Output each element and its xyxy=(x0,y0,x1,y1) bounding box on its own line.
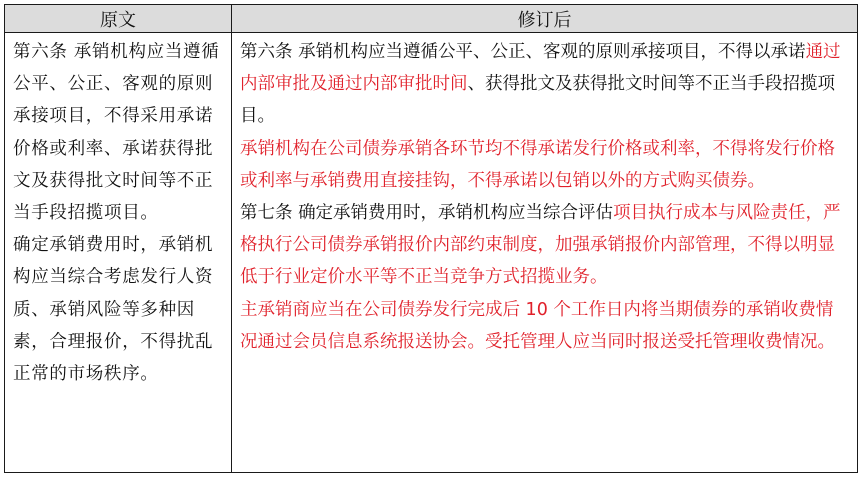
revised-article-6 xyxy=(240,36,849,133)
comparison-table xyxy=(4,4,858,473)
revised-article-7 xyxy=(240,197,849,294)
header-row xyxy=(5,5,858,33)
revised-article-6-insert: 通过内部审批及通过内部审批时间 xyxy=(240,42,841,95)
revised-new-paragraph-pricing: 承销机构在公司债券承销各环节均不得承诺发行价格或利率，不得将发行价格或利率与承销费用直接挂钩，不得承诺以包销以外的方式购买债券。 xyxy=(240,138,835,191)
original-fee-paragraph: 确定承销费用时，承销机构应当综合考虑发行人资质、承销风险等多种因素，合理报价，不得扰乱正常的市场秩序。 xyxy=(13,235,214,385)
original-article-6: 第六条 承销机构应当遵循公平、公正、客观的原则承接项目，不得采用承诺价格或利率、承诺获得批文及获得批文时间等不正当手段招揽项目。 xyxy=(13,42,220,224)
header-original: 原文 xyxy=(5,5,232,33)
revised-article-7-prefix: 第七条 确定承销费用时，承销机构应当综合评估 xyxy=(240,203,614,224)
header-revised: 修订后 xyxy=(232,5,858,33)
content-row xyxy=(5,33,858,473)
revised-cell xyxy=(232,33,858,473)
revised-new-paragraph-reporting: 主承销商应当在公司债券发行完成后 10 个工作日内将当期债券的承销收费情况通过会员信息系统报送协会。受托管理人应当同时报送受托管理收费情况。 xyxy=(240,299,835,352)
original-cell xyxy=(5,33,232,473)
revised-article-6-suffix: 、获得批文及获得批文时间等不正当手段招揽项目。 xyxy=(240,74,835,127)
revised-article-7-insert: 项目执行成本与风险责任，严格执行公司债券承销报价内部约束制度，加强承销报价内部管理，不得以明显低于行业定价水平等不正当竞争方式招揽业务。 xyxy=(240,203,841,288)
revised-article-6-prefix: 第六条 承销机构应当遵循公平、公正、客观的原则承接项目，不得以承诺 xyxy=(240,42,806,62)
